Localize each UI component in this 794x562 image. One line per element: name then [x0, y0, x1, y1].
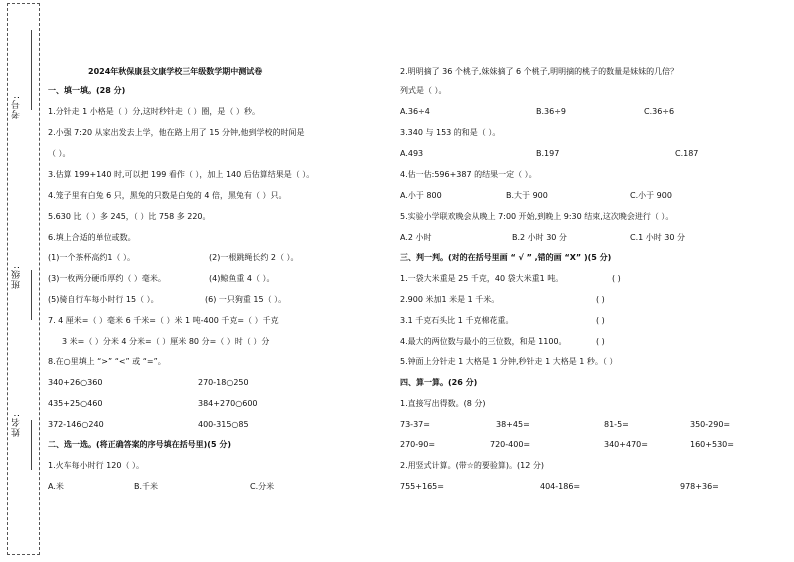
compare-1: 340+26○360: [48, 378, 103, 387]
question-6-5: (5)骑自行车每小时行 15（ ）。: [48, 295, 159, 304]
choice-2-c: C.36÷6: [644, 107, 675, 116]
judge-5: 5.钟面上分针走 1 大格是 1 分钟,秒针走 1 大格是 1 秒。（ ）: [400, 357, 618, 366]
question-6-1: (1)一个茶杯高约1（ ）。: [48, 253, 135, 262]
question-7-row2: 3 米=（ ）分米 4 分米=（ ）厘米 80 分=（ ）时（ ）分: [62, 337, 270, 346]
binding-line-bottom: [31, 420, 32, 470]
calc-vertical: 2.用竖式计算。(带☆的要验算)。(12 分): [400, 461, 545, 470]
choice-3: 3.340 与 153 的和是（ ）。: [400, 128, 501, 137]
judge-4: 4.最大的两位数与最小的三位数，和是 1100。: [400, 337, 567, 346]
compare-3: 435+25○460: [48, 399, 103, 408]
compare-5: 372-146○240: [48, 420, 104, 429]
question-8: 8.在○里填上 “>” “<” 或 “=”。: [48, 357, 166, 366]
question-3: 3.估算 199+140 时,可以把 199 看作（ ），加上 140 后估算结果是（ ）。: [48, 170, 315, 179]
question-5: 5.630 比（ ）多 245，（ ）比 758 多 220。: [48, 212, 211, 221]
question-7: 7. 4 厘米=（ ）毫米 6 千米=（ ）米 1 吨-400 千克=（ ）千克: [48, 316, 279, 325]
choice-2-formula: 列式是（ ）。: [400, 86, 447, 95]
choice-3-a: A.493: [400, 149, 424, 158]
choice-5: 5.实验小学联欢晚会从晚上 7:00 开始,到晚上 9:30 结束,这次晚会进行（ ）。: [400, 212, 674, 221]
choice-1-b: B.千米: [134, 482, 159, 491]
question-2-answer: （ ）。: [48, 149, 71, 158]
vertical-2: 404-186=: [540, 482, 581, 491]
section-calculate: 四、算一算。(26 分): [400, 378, 478, 387]
choice-2: 2.明明摘了 36 个桃子,妹妹摘了 6 个桃子,明明摘的桃子的数量是妹妹的几倍？: [400, 67, 679, 76]
name-label: 姓名:: [12, 413, 22, 438]
judge-2-paren: ( ): [596, 295, 605, 304]
judge-1: 1.一袋大米重是 25 千克，40 袋大米重1 吨。: [400, 274, 564, 283]
choice-2-a: A.36÷4: [400, 107, 430, 116]
binding-line-mid: [31, 270, 32, 320]
vertical-3: 978+36=: [680, 482, 719, 491]
exam-number-label: 考号:: [12, 95, 22, 120]
choice-2-b: B.36÷9: [536, 107, 567, 116]
section-fill: 一、填一填。(28 分): [48, 86, 126, 95]
compare-4: 384+270○600: [198, 399, 258, 408]
question-6-3: (3)一枚两分硬币厚约（ ）毫米。: [48, 274, 166, 283]
expr-6: 720-400=: [490, 440, 531, 449]
choice-5-c: C.1 小时 30 分: [630, 233, 686, 242]
expr-7: 340+470=: [604, 440, 648, 449]
choice-1: 1.火车每小时行 120（ ）。: [48, 461, 144, 470]
binding-line-top: [31, 30, 32, 110]
choice-3-c: C.187: [675, 149, 699, 158]
question-6-2: (2)一根跳绳长约 2（ ）。: [209, 253, 299, 262]
choice-3-b: B.197: [536, 149, 560, 158]
choice-4-a: A.小于 800: [400, 191, 442, 200]
question-6-6: (6) 一只狗重 15（ ）。: [205, 295, 287, 304]
judge-3: 3.1 千克石头比 1 千克棉花重。: [400, 316, 514, 325]
choice-4-b: B.大于 900: [506, 191, 548, 200]
expr-8: 160+530=: [690, 440, 734, 449]
choice-4: 4.估一估:596+387 的结果一定（ ）。: [400, 170, 537, 179]
compare-6: 400-315○85: [198, 420, 249, 429]
choice-1-c: C.分米: [250, 482, 275, 491]
judge-1-paren: ( ): [612, 274, 621, 283]
expr-5: 270-90=: [400, 440, 436, 449]
expr-2: 38+45=: [496, 420, 530, 429]
section-choose: 二、选一选。(将正确答案的序号填在括号里)(5 分): [48, 440, 231, 449]
choice-5-b: B.2 小时 30 分: [512, 233, 567, 242]
choice-5-a: A.2 小时: [400, 233, 432, 242]
expr-1: 73-37=: [400, 420, 430, 429]
judge-3-paren: ( ): [596, 316, 605, 325]
expr-4: 350-290=: [690, 420, 731, 429]
question-2: 2.小强 7:20 从家出发去上学，他在路上用了 15 分钟,他到学校的时间是: [48, 128, 305, 137]
judge-4-paren: ( ): [596, 337, 605, 346]
judge-2: 2.900 米加1 米是 1 千米。: [400, 295, 500, 304]
question-6: 6.填上合适的单位或数。: [48, 233, 136, 242]
choice-1-a: A.米: [48, 482, 64, 491]
question-6-4: (4)鲸鱼重 4（ ）。: [209, 274, 275, 283]
section-judge: 三、判一判。(对的在括号里画 “ √ ” ,错的画 “X” )(5 分): [400, 253, 612, 262]
exam-title: 2024年秋保康县文康学校三年级数学期中测试卷: [88, 67, 263, 76]
expr-3: 81-5=: [604, 420, 629, 429]
class-label: 班级:: [12, 265, 22, 290]
choice-4-c: C.小于 900: [630, 191, 672, 200]
question-1: 1.分针走 1 小格是（ ）分,这时秒针走（ ）圈，是（ ）秒。: [48, 107, 260, 116]
vertical-1: 755+165=: [400, 482, 444, 491]
calc-direct: 1.直接写出得数。(8 分): [400, 399, 486, 408]
question-4: 4.笼子里有白兔 6 只，黑兔的只数是白兔的 4 倍，黑兔有（ ）只。: [48, 191, 287, 200]
compare-2: 270-18○250: [198, 378, 249, 387]
